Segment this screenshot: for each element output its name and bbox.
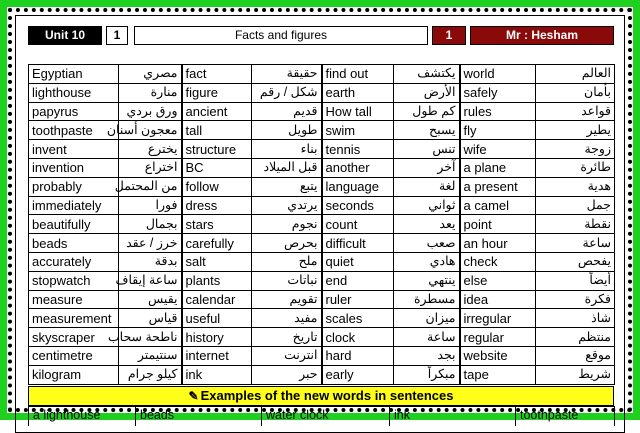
english-word: point [460,215,536,234]
arabic-meaning: بحرص [252,234,322,253]
example-word: water clock [262,406,390,426]
english-word: plants [182,271,252,290]
arabic-meaning: حقيقة [252,65,322,84]
arabic-meaning: ناطحة سحاب [119,328,182,347]
examples-heading-text: Examples of the new words in sentences [200,388,454,403]
english-word: immediately [29,196,119,215]
arabic-meaning: ينتهي [394,271,460,290]
arabic-meaning: تنس [394,140,460,159]
english-word: world [460,65,536,84]
english-word: figure [182,83,252,102]
english-word: clock [322,328,394,347]
english-word: BC [182,158,252,177]
arabic-meaning: شريط [536,365,615,384]
english-word: hard [322,346,394,365]
english-word: beads [29,234,119,253]
arabic-meaning: بأمان [536,83,615,102]
english-word: history [182,328,252,347]
vocab-row [29,158,615,177]
arabic-meaning: تقويم [252,290,322,309]
arabic-meaning: مبكراً [394,365,460,384]
english-word: website [460,346,536,365]
arabic-meaning: نباتات [252,271,322,290]
english-word: papyrus [29,102,119,121]
vocab-row [29,196,615,215]
arabic-meaning: بجمال [119,215,182,234]
english-word: fly [460,121,536,140]
unit-number: 1 [106,26,128,45]
english-word: structure [182,140,252,159]
arabic-meaning: يكتشف [394,65,460,84]
english-word: find out [322,65,394,84]
english-word: difficult [322,234,394,253]
arabic-meaning: بجد [394,346,460,365]
arabic-meaning: شاذ [536,309,615,328]
english-word: measurement [29,309,119,328]
arabic-meaning: هادي [394,252,460,271]
arabic-meaning: قياس [119,309,182,328]
english-word: kilogram [29,365,119,384]
english-word: calendar [182,290,252,309]
english-word: another [322,158,394,177]
english-word: rules [460,102,536,121]
english-word: irregular [460,309,536,328]
english-word: centimetre [29,346,119,365]
arabic-meaning: معجون أسنان [119,121,182,140]
arabic-meaning: الأرض [394,83,460,102]
arabic-meaning: طويل [252,121,322,140]
english-word: scales [322,309,394,328]
arabic-meaning: تاريخ [252,328,322,347]
arabic-meaning: منارة [119,83,182,102]
arabic-meaning: ساعة [536,234,615,253]
arabic-meaning: ساعة إيقاف [119,271,182,290]
vocab-row [29,65,615,84]
vocab-row [29,140,615,159]
english-word: How tall [322,102,394,121]
arabic-meaning: موقع [536,346,615,365]
arabic-meaning: فورا [119,196,182,215]
english-word: invent [29,140,119,159]
arabic-meaning: بدقة [119,252,182,271]
vocab-row [29,177,615,196]
english-word: stopwatch [29,271,119,290]
vocab-row [29,271,615,290]
arabic-meaning: مفيد [252,309,322,328]
english-word: lighthouse [29,83,119,102]
english-word: early [322,365,394,384]
arabic-meaning: كم طول [394,102,460,121]
english-word: end [322,271,394,290]
arabic-meaning: شكل / رقم [252,83,322,102]
vocab-row [29,365,615,384]
vocabulary-table [28,64,615,385]
vocab-row [29,328,615,347]
arabic-meaning: هدية [536,177,615,196]
arabic-meaning: مصري [119,65,182,84]
english-word: earth [322,83,394,102]
arabic-meaning: يقيس [119,290,182,309]
arabic-meaning: يعد [394,215,460,234]
arabic-meaning: قبل الميلاد [252,158,322,177]
arabic-meaning: اختراع [119,158,182,177]
page-title: Facts and figures [134,26,428,45]
arabic-meaning: كيلو جرام [119,365,182,384]
english-word: useful [182,309,252,328]
arabic-meaning: صعب [394,234,460,253]
arabic-meaning: ميزان [394,309,460,328]
english-word: count [322,215,394,234]
examples-words-row [28,406,615,426]
vocab-row [29,234,615,253]
arabic-meaning: طائرة [536,158,615,177]
english-word: skyscraper [29,328,119,347]
examples-heading [28,386,614,406]
arabic-meaning: خرز / عقد [119,234,182,253]
english-word: tall [182,121,252,140]
arabic-meaning: انترنت [252,346,322,365]
vocab-row [29,121,615,140]
page-number: 1 [432,26,466,45]
arabic-meaning: نقطة [536,215,615,234]
english-word: language [322,177,394,196]
vocab-row [29,83,615,102]
arabic-meaning: نجوم [252,215,322,234]
vocab-row [29,102,615,121]
arabic-meaning: يتبع [252,177,322,196]
arabic-meaning: ساعة [394,328,460,347]
english-word: dress [182,196,252,215]
example-word: toothpaste [516,406,615,426]
arabic-meaning: ملح [252,252,322,271]
arabic-meaning: جمل [536,196,615,215]
example-word: ink [390,406,516,426]
english-word: regular [460,328,536,347]
vocab-row [29,290,615,309]
english-word: tennis [322,140,394,159]
english-word: else [460,271,536,290]
arabic-meaning: من المحتمل [119,177,182,196]
arabic-meaning: لغة [394,177,460,196]
english-word: safely [460,83,536,102]
arabic-meaning: حبر [252,365,322,384]
english-word: an hour [460,234,536,253]
english-word: ancient [182,102,252,121]
pencil-icon: ✎ [188,389,199,403]
arabic-meaning: ثواني [394,196,460,215]
english-word: probably [29,177,119,196]
english-word: salt [182,252,252,271]
arabic-meaning: منتظم [536,328,615,347]
teacher-name: Mr : Hesham [470,26,614,45]
arabic-meaning: بناء [252,140,322,159]
english-word: seconds [322,196,394,215]
english-word: tape [460,365,536,384]
english-word: measure [29,290,119,309]
english-word: beautifully [29,215,119,234]
english-word: idea [460,290,536,309]
english-word: ruler [322,290,394,309]
arabic-meaning: يفحص [536,252,615,271]
vocab-row [29,215,615,234]
english-word: ink [182,365,252,384]
english-word: accurately [29,252,119,271]
example-word: a lighthouse [29,406,136,426]
arabic-meaning: يخترع [119,140,182,159]
arabic-meaning: فكرة [536,290,615,309]
english-word: wife [460,140,536,159]
arabic-meaning: زوجة [536,140,615,159]
vocab-row [29,309,615,328]
arabic-meaning: قواعد [536,102,615,121]
english-word: Egyptian [29,65,119,84]
arabic-meaning: يطير [536,121,615,140]
vocab-row [29,346,615,365]
arabic-meaning: يرتدي [252,196,322,215]
english-word: a present [460,177,536,196]
english-word: stars [182,215,252,234]
english-word: carefully [182,234,252,253]
example-word: beads [136,406,262,426]
arabic-meaning: ورق بردي [119,102,182,121]
english-word: check [460,252,536,271]
english-word: a plane [460,158,536,177]
english-word: swim [322,121,394,140]
english-word: internet [182,346,252,365]
english-word: a camel [460,196,536,215]
arabic-meaning: يسبح [394,121,460,140]
arabic-meaning: قديم [252,102,322,121]
english-word: follow [182,177,252,196]
arabic-meaning: سنتيمتر [119,346,182,365]
english-word: fact [182,65,252,84]
arabic-meaning: آخر [394,158,460,177]
unit-label: Unit 10 [28,26,102,45]
arabic-meaning: أيضاً [536,271,615,290]
arabic-meaning: مسطرة [394,290,460,309]
english-word: toothpaste [29,121,119,140]
english-word: quiet [322,252,394,271]
arabic-meaning: العالم [536,65,615,84]
english-word: invention [29,158,119,177]
vocab-row [29,252,615,271]
